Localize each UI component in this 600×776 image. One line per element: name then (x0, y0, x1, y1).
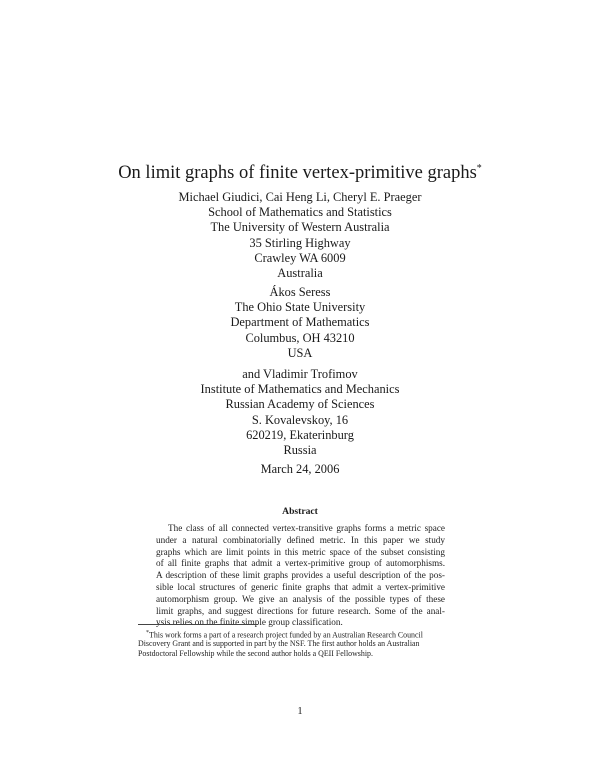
affiliation-line: USA (287, 345, 313, 360)
affiliation-line: S. Kovalevskoy, 16 (251, 412, 349, 427)
abstract-line: under a natural combinatorially defined metric. In this paper we study (156, 534, 445, 545)
abstract-line: automorphism group. We give an analysis of the possible types of these (156, 593, 445, 604)
author-affiliation-group-3 (0, 367, 600, 458)
footnote-line-text: This work forms a part of a research project funded by an Australian Research Council (149, 630, 423, 640)
abstract-line: A description of these limit graphs provides a useful description of the pos- (156, 570, 445, 581)
affiliation-line: Department of Mathematics (230, 315, 370, 330)
abstract-heading: Abstract (282, 506, 318, 517)
footnote-line: Postdoctoral Fellowship while the second author holds a QEII Fellowship. (138, 649, 373, 658)
affiliation-line: School of Mathematics and Statistics (208, 205, 392, 220)
footnote (138, 628, 464, 660)
author-line: Ákos Seress (269, 285, 331, 299)
affiliation-line: Russia (283, 442, 317, 457)
affiliation-line: The Ohio State University (234, 300, 366, 315)
author-line: Michael Giudici, Cai Heng Li, Cheryl E. Praeger (178, 190, 422, 204)
footnote-line (138, 628, 464, 639)
affiliation-line: Russian Academy of Sciences (225, 397, 375, 412)
affiliation-line: Australia (277, 265, 323, 280)
abstract-line: ysis relies on the finite simple group classification. (156, 617, 343, 628)
title-footnote-mark: * (476, 163, 482, 174)
author-affiliation-group-1 (0, 190, 600, 281)
paper-date: March 24, 2006 (260, 462, 340, 476)
abstract-line: sible local structures of generic finite graphs that admit a vertex-primitive (156, 581, 445, 592)
affiliation-line: Institute of Mathematics and Mechanics (200, 382, 400, 397)
affiliation-line: 35 Stirling Highway (249, 235, 351, 250)
abstract-body (156, 523, 445, 629)
abstract-line: of all finite graphs that admit a vertex-primitive group of automorphisms. (156, 558, 445, 569)
affiliation-line: Columbus, OH 43210 (245, 330, 355, 345)
footnote-line: Discovery Grant and is supported in part by the NSF. The first author holds an Australian (138, 638, 420, 648)
author-affiliation-group-2 (0, 285, 600, 361)
affiliation-line: 620219, Ekaterinburg (246, 427, 354, 442)
paper-title (0, 158, 600, 184)
author-line: and Vladimir Trofimov (242, 367, 358, 381)
affiliation-line: The University of Western Australia (210, 220, 390, 235)
affiliation-line: Crawley WA 6009 (254, 250, 346, 265)
footnote-mark: * (146, 630, 149, 636)
abstract-line: graphs which are limit points in this metric space of the subset consisting (156, 546, 445, 557)
abstract-line: The class of all connected vertex-transitive graphs forms a metric space (168, 523, 445, 533)
paper-title-text: On limit graphs of finite vertex-primitive graphs (118, 163, 477, 184)
page-number: 1 (297, 706, 303, 717)
footnote-rule (138, 624, 258, 625)
abstract-line: limit graphs, and suggest directions for future research. Some of the anal- (156, 605, 445, 616)
